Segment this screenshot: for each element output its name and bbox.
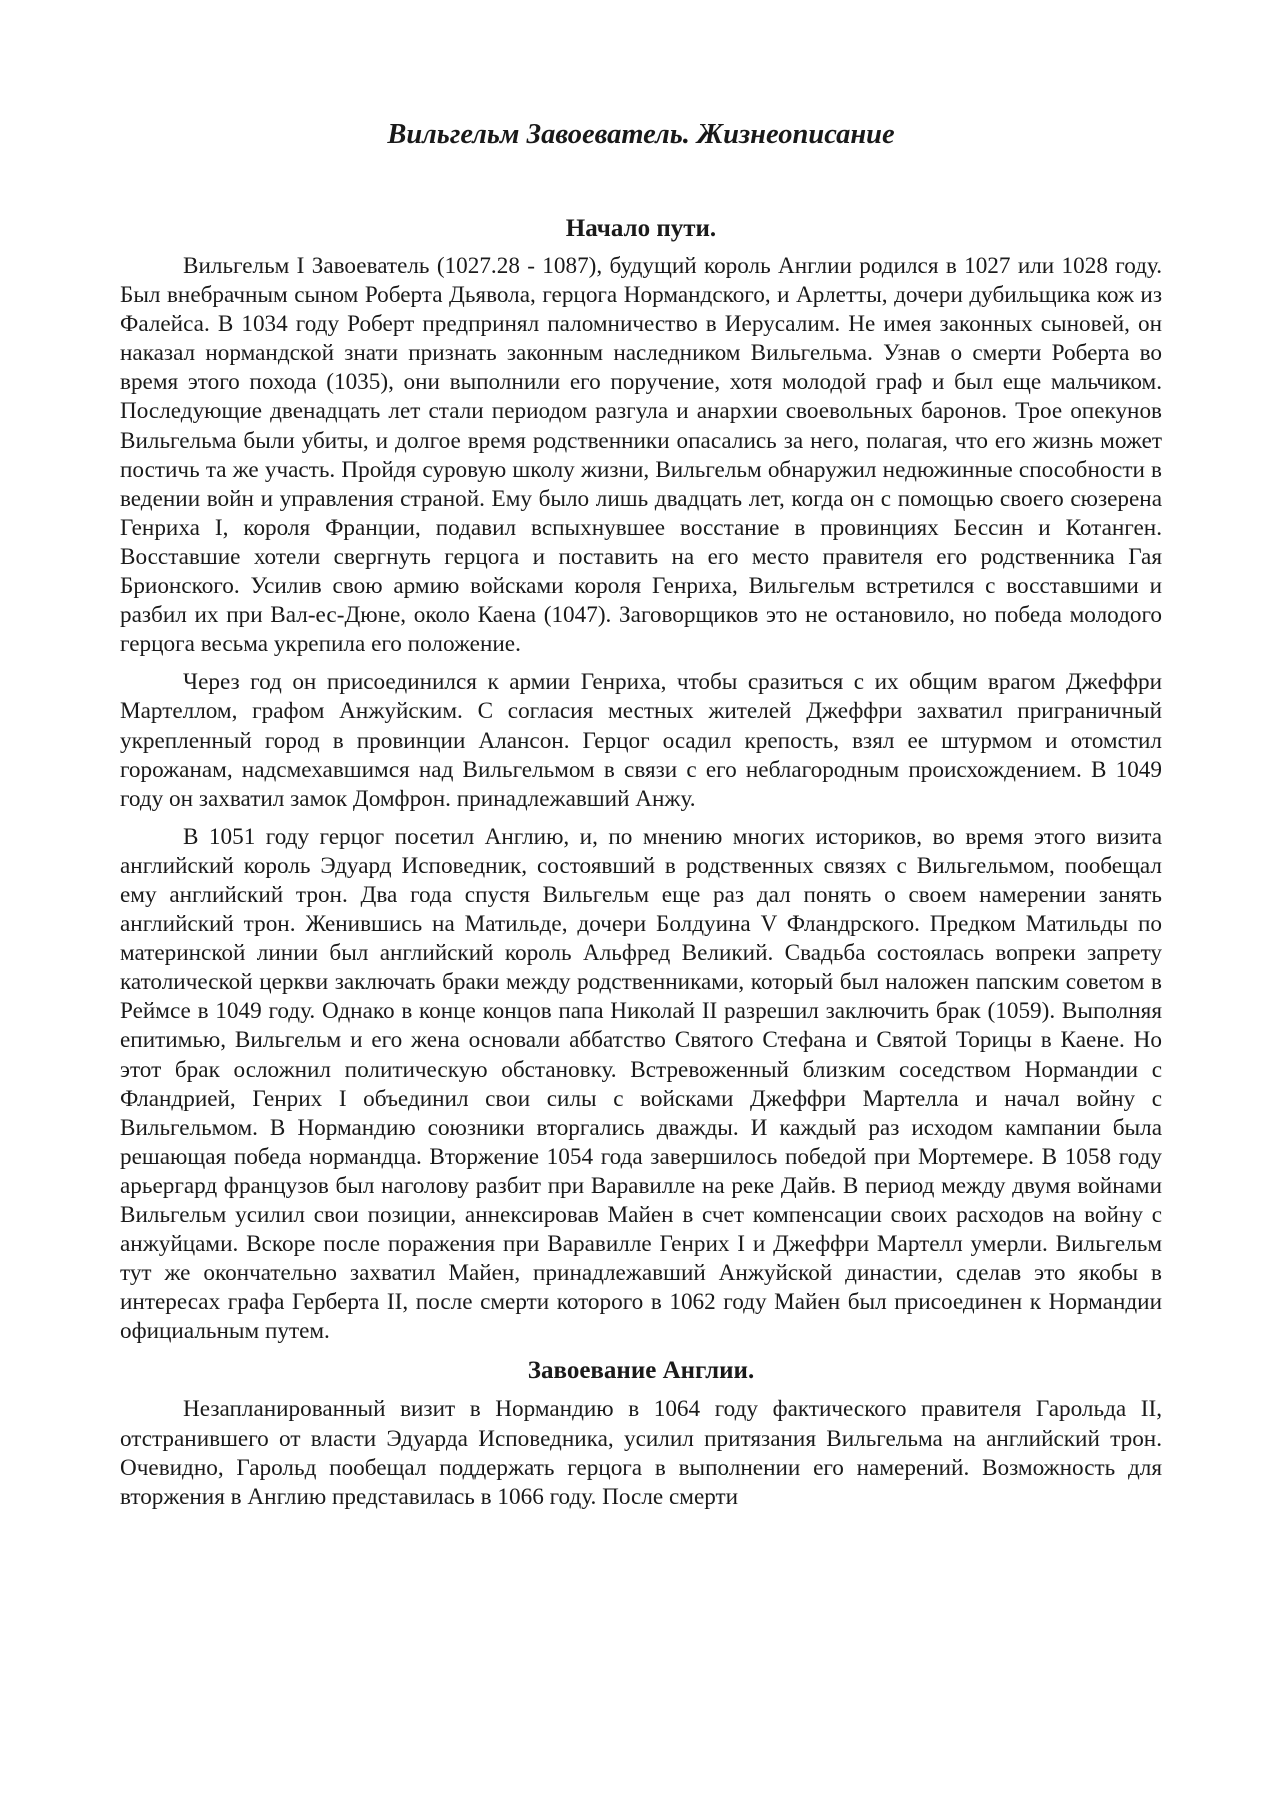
paragraph: В 1051 году герцог посетил Англию, и, по мнению многих историков, во время этого визита английский король Эдуард Исповедник, состоявший в родственных связях с Вильгельмом, пообещал ему английский трон. Два года спустя Вильгельм еще раз дал понять о своем намерении занять английский трон. Женившись на Матильде, дочери Болдуина V Фландрского. Предком Матильды по материнской линии был английский король Альфред Великий. Свадьба состоялась вопреки запрету католической церкви заключать браки между родственниками, который был наложен папским советом в Реймсе в 1049 году. Однако в конце концов папа Николай II разрешил заключить брак (1059). Выполняя епитимью, Вильгельм и его жена основали аббатство Святого Стефана и Святой Торицы в Каене. Но этот брак осложнил политическую обстановку. Встревоженный близким соседством Нормандии с Фландрией, Генрих I объединил свои силы с войсками Джеффри Мартелла и начал войну с Вильгельмом. В Нормандию союзники вторгались дважды. И каждый раз исходом кампании была решающая победа нормандца. Вторжение 1054 года завершилось победой при Мортемере. В 1058 году арьергард французов был наголову разбит при Варавилле на реке Дайв. В период между двумя войнами Вильгельм усилил свои позиции, аннексировав Майен в счет компенсации своих расходов на войну с анжуйцами. Вскоре после поражения при Варавилле Генрих I и Джеффри Мартелл умерли. Вильгельм тут же окончательно захватил Майен, принадлежавший Анжуйской династии, сделав это якобы в интересах графа Герберта II, после смерти которого в 1062 году Майен был присоединен к Нормандии официальным путем. bbox=[120, 823, 1162, 1345]
document-body bbox=[120, 214, 1162, 1512]
section-heading-beginning: Начало пути. bbox=[565, 215, 717, 242]
paragraph: Незапланированный визит в Нормандию в 1064 году фактического правителя Гарольда II, отстранившего от власти Эдуарда Исповедника, усилил притязания Вильгельма на английский трон. Очевидно, Гарольд пообещал поддержать герцога в выполнении его намерений. Возможность для вторжения в Англию представилась в 1066 году. После смерти bbox=[120, 1396, 1162, 1510]
paragraph: Через год он присоединился к армии Генриха, чтобы сразиться с их общим врагом Джеффри Мартеллом, графом Анжуйским. С согласия местных жителей Джеффри захватил приграничный укрепленный город в провинции Алансон. Герцог осадил крепость, взял ее штурмом и отомстил горожанам, надсмехавшимся над Вильгельмом в связи с его неблагородным происхождением. В 1049 году он захватил замок Домфрон. принадлежавший Анжу. bbox=[120, 669, 1162, 812]
section-heading-conquest: Завоевание Англии. bbox=[527, 1357, 755, 1385]
paragraph: Вильгельм I Завоеватель (1027.28 - 1087), будущий король Англии родился в 1027 или 1028 году. Был внебрачным сыном Роберта Дьявола, герцога Нормандского, и Арлетты, дочери дубильщика кож из Фалейса. В 1034 году Роберт предпринял паломничество в Иерусалим. Не имея законных сыновей, он наказал нормандской знати признать законным наследником Вильгельма. Узнав о смерти Роберта во время этого похода (1035), они выполнили его поручение, хотя молодой граф и был еще мальчиком. Последующие двенадцать лет стали периодом разгула и анархии своевольных баронов. Трое опекунов Вильгельма были убиты, и долгое время родственники опасались за него, полагая, что его жизнь может постичь та же участь. Пройдя суровую школу жизни, Вильгельм обнаружил недюжинные способности в ведении войн и управления страной. Ему было лишь двадцать лет, когда он с помощью своего сюзерена Генриха I, короля Франции, подавил вспыхнувшее восстание в провинциях Бессин и Котанген. Восставшие хотели свергнуть герцога и поставить на его место правителя его родственника Гая Брионского. Усилив свою армию войсками короля Генриха, Вильгельм встретился с восставшими и разбил их при Вал-ес-Дюне, около Каена (1047). Заговорщиков это не остановило, но победа молодого герцога весьма укрепила его положение. bbox=[120, 253, 1162, 658]
document-title: Вильгельм Завоеватель. Жизнеописание bbox=[387, 119, 895, 150]
